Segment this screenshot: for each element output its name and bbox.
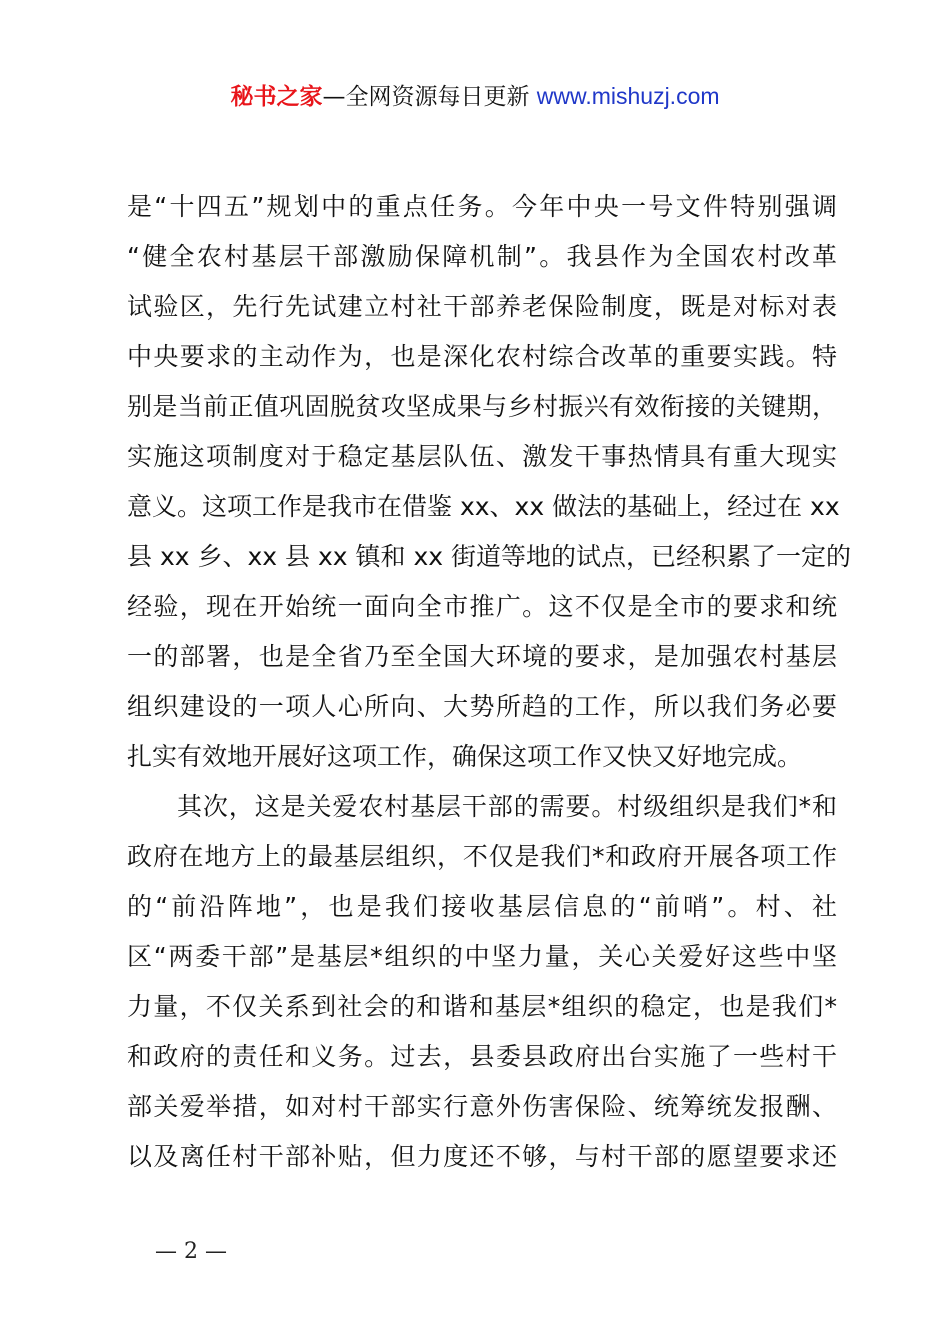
text-line: 区“两委干部”是基层*组织的中坚力量，关心关爱好这些中坚 xyxy=(127,942,837,971)
text-line: 县 xx 乡、xx 县 xx 镇和 xx 街道等地的试点，已经积累了一定的 xyxy=(127,542,851,571)
text-line: 实施这项制度对于稳定基层队伍、激发干事热情具有重大现实 xyxy=(127,442,837,471)
text-line: 以及离任村干部补贴，但力度还不够，与村干部的愿望要求还 xyxy=(127,1142,837,1171)
brand-name: 秘书之家 xyxy=(230,84,323,110)
site-header xyxy=(0,80,950,113)
header-tagline: —全网资源每日更新 xyxy=(322,84,530,110)
text-line: 试验区，先行先试建立村社干部养老保险制度，既是对标对表 xyxy=(127,292,837,321)
text-line: 组织建设的一项人心所向、大势所趋的工作，所以我们务必要 xyxy=(127,692,837,721)
text-line: 力量，不仅关系到社会的和谐和基层*组织的稳定，也是我们* xyxy=(127,992,837,1021)
text-line: “健全农村基层干部激励保障机制”。我县作为全国农村改革 xyxy=(127,242,837,271)
text-line: 和政府的责任和义务。过去，县委县政府出台实施了一些村干 xyxy=(127,1042,837,1071)
page-number: — 2 — xyxy=(155,1239,227,1264)
text-line: 政府在地方上的最基层组织，不仅是我们*和政府开展各项工作 xyxy=(127,842,837,871)
text-line: 其次，这是关爱农村基层干部的需要。村级组织是我们*和 xyxy=(177,792,837,821)
text-line: 中央要求的主动作为，也是深化农村综合改革的重要实践。特 xyxy=(127,342,837,371)
text-line: 经验，现在开始统一面向全市推广。这不仅是全市的要求和统 xyxy=(127,592,837,621)
site-url-link[interactable]: www.mishuzj.com xyxy=(536,83,720,109)
text-line: 扎实有效地开展好这项工作，确保这项工作又快又好地完成。 xyxy=(127,742,803,771)
text-line: 意义。这项工作是我市在借鉴 xx、xx 做法的基础上，经过在 xx xyxy=(127,492,840,521)
text-line: 一的部署，也是全省乃至全国大环境的要求，是加强农村基层 xyxy=(127,642,837,671)
text-line: 部关爱举措，如对村干部实行意外伤害保险、统筹统发报酬、 xyxy=(127,1092,837,1121)
text-line: 别是当前正值巩固脱贫攻坚成果与乡村振兴有效衔接的关键期， xyxy=(127,392,837,421)
text-line: 是“十四五”规划中的重点任务。今年中央一号文件特别强调 xyxy=(127,192,837,221)
document-body xyxy=(127,182,851,1182)
text-line: 的“前沿阵地”，也是我们接收基层信息的“前哨”。村、社 xyxy=(127,892,837,921)
